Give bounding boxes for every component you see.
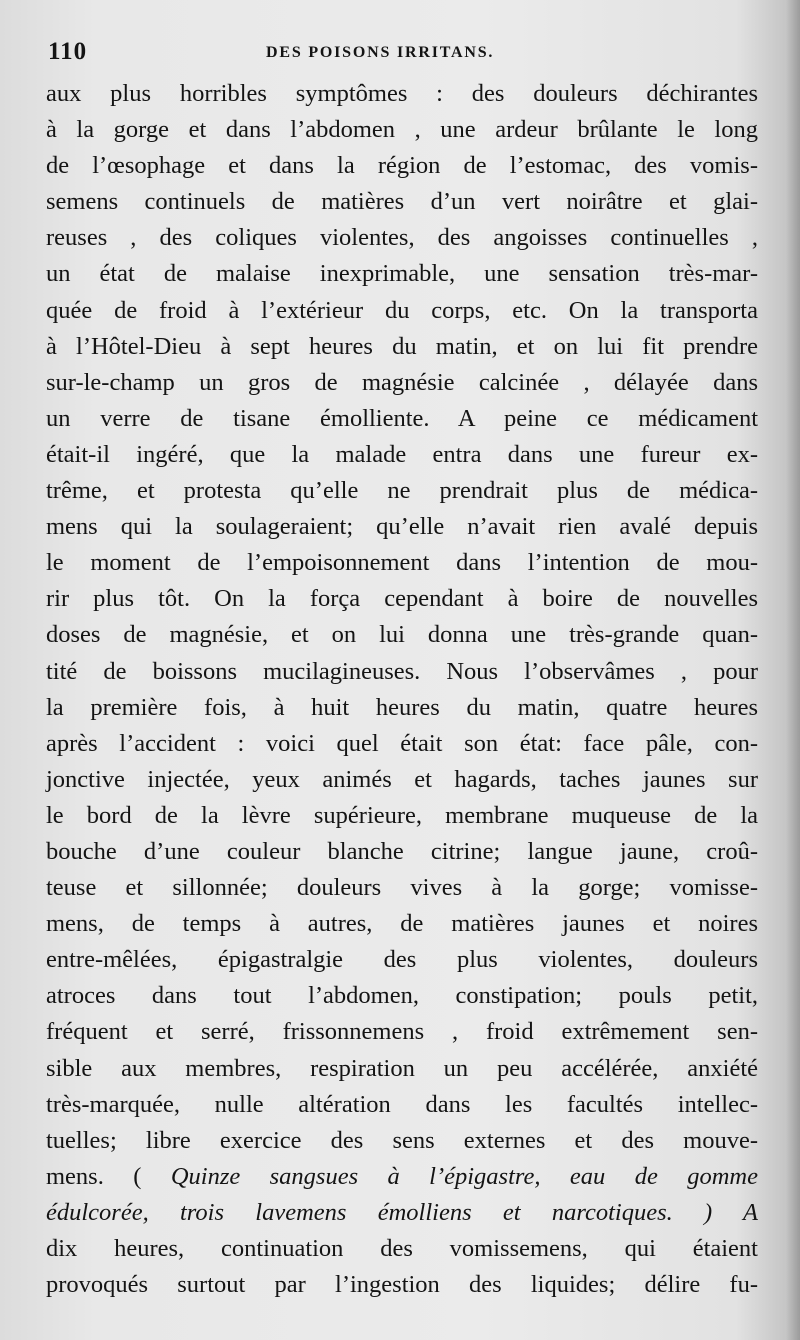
text-line: sible aux membres, respiration un peu accélérée, anxiété — [46, 1054, 758, 1082]
text-line: rir plus tôt. On la força cependant à boire de nouvelles — [46, 585, 758, 613]
page-header — [48, 38, 760, 68]
text-line: trême, et protesta qu’elle ne prendrait plus de médica- — [46, 477, 758, 505]
page-number: 110 — [48, 38, 88, 65]
text-line: le moment de l’empoisonnement dans l’intention de mou- — [46, 549, 758, 577]
text-line: teuse et sillonnée; douleurs vives à la gorge; vomisse- — [46, 874, 758, 902]
text-line: tuelles; libre exercice des sens externes et des mouve- — [46, 1126, 758, 1154]
text-line: un verre de tisane émolliente. A peine ce médicament — [46, 404, 758, 432]
text-line: à la gorge et dans l’abdomen , une ardeur brûlante le long — [46, 116, 758, 144]
text-line: entre-mêlées, épigastralgie des plus violentes, douleurs — [46, 946, 758, 974]
page-edge-shadow — [786, 0, 800, 1340]
text-line: quée de froid à l’extérieur du corps, etc. On la transporta — [46, 296, 758, 324]
text-line: dix heures, continuation des vomissemens, qui étaient — [46, 1235, 758, 1262]
text-line: mens qui la soulageraient; qu’elle n’avait rien avalé depuis — [46, 513, 758, 541]
text-line: la première fois, à huit heures du matin, quatre heures — [46, 693, 758, 721]
body-text — [46, 76, 758, 1303]
text-line: le bord de la lèvre supérieure, membrane muqueuse de la — [46, 801, 758, 829]
text-line: tité de boissons mucilagineuses. Nous l’observâmes , pour — [46, 657, 758, 685]
text-line: reuses , des coliques violentes, des angoisses continuelles , — [46, 224, 758, 252]
text-line: fréquent et serré, frissonnemens , froid extrêmement sen- — [46, 1018, 758, 1046]
running-head: DES POISONS IRRITANS. — [266, 44, 495, 61]
text-line: de l’œsophage et dans la région de l’estomac, des vomis- — [46, 152, 758, 180]
text-line: provoqués surtout par l’ingestion des liquides; délire fu- — [46, 1271, 758, 1299]
text-line: un état de malaise inexprimable, une sensation très-mar- — [46, 260, 758, 288]
text-line: sur-le-champ un gros de magnésie calcinée , délayée dans — [46, 368, 758, 396]
text-line: très-marquée, nulle altération dans les facultés intellec- — [46, 1090, 758, 1118]
text-roman: mens. ( — [46, 1162, 171, 1190]
text-line: après l’accident : voici quel était son état: face pâle, con- — [46, 729, 758, 757]
text-line: mens, de temps à autres, de matières jaunes et noires — [46, 910, 758, 938]
text-line: à l’Hôtel-Dieu à sept heures du matin, et on lui fit prendre — [46, 332, 758, 360]
text-line: bouche d’une couleur blanche citrine; langue jaune, croû- — [46, 837, 758, 865]
text-line: aux plus horribles symptômes : des douleurs déchirantes — [46, 80, 758, 107]
text-line: semens continuels de matières d’un vert noirâtre et glai- — [46, 188, 758, 216]
text-line-italic: édulcorée, trois lavemens émolliens et narcotiques. ) A — [46, 1198, 758, 1226]
text-line: doses de magnésie, et on lui donna une très-grande quan- — [46, 621, 758, 649]
text-line: était-il ingéré, que la malade entra dans une fureur ex- — [46, 440, 758, 468]
text-line: jonctive injectée, yeux animés et hagards, taches jaunes sur — [46, 765, 758, 793]
text-line: atroces dans tout l’abdomen, constipation; pouls petit, — [46, 982, 758, 1010]
text-italic: Quinze sangsues à l’épigastre, eau de gomme — [170, 1162, 758, 1190]
text-line-mixed — [46, 1159, 758, 1195]
